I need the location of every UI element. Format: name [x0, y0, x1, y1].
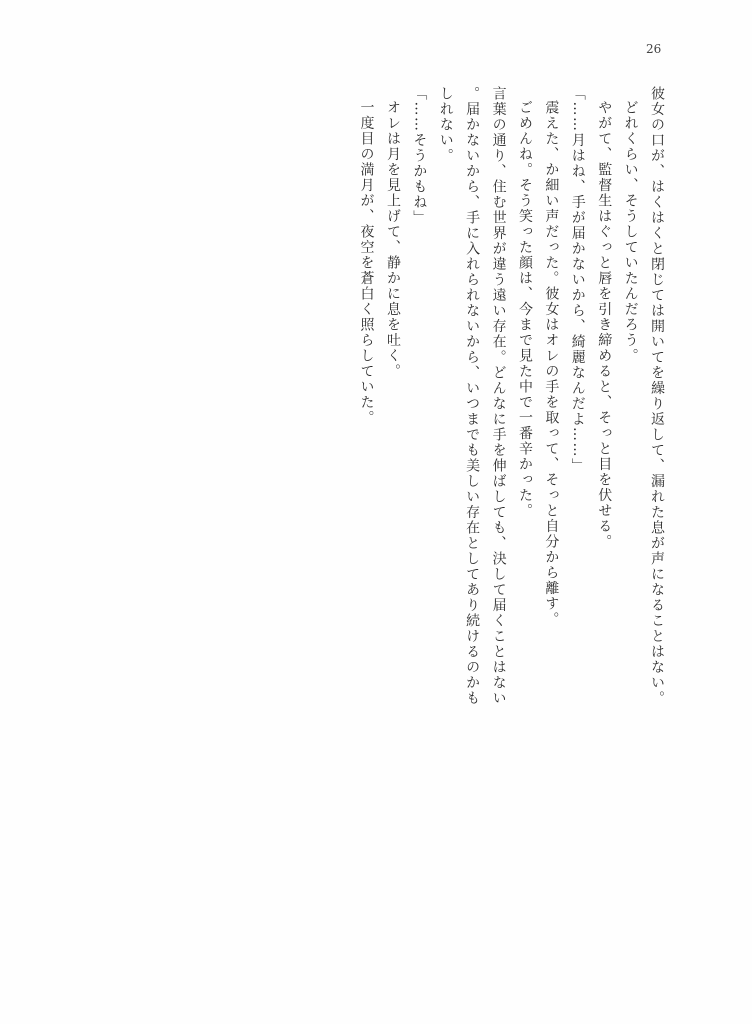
paragraph-8: 「……そうかもね」 [411, 86, 428, 226]
paragraph-6: ごめんね。そう笑った顔は、今まで見た中で一番辛かった。 [516, 100, 533, 519]
vertical-text-block [353, 86, 670, 706]
paragraph-1: 彼女の口が、はくはくと閉じては開いてを繰り返して、漏れた息が声になることはない。 [649, 86, 665, 706]
paragraph-3: やがて、監督生はぐっと唇を引き締めると、そっと目を伏せる。 [596, 100, 613, 550]
page-number: 26 [646, 42, 662, 56]
paragraph-2: どれくらい、そうしていたんだろう。 [622, 100, 639, 364]
paragraph-7: 言葉の通り、住む世界が違う遠い存在。どんなに手を伸ばしても、決して届くことはない。届かないから、手に入れられないから、いつまでも美しい存在としてあり続けるのかもしれない。 [437, 86, 507, 706]
paragraph-9: オレは月を見上げて、静かに息を吐く。 [384, 100, 401, 379]
paragraph-4: 「……月はね、手が届かないから、綺麗なんだよ……」 [569, 86, 586, 474]
paragraph-10: 一度目の満月が、夜空を蒼白く照らしていた。 [358, 100, 375, 426]
paragraph-5: 震えた、か細い声だった。彼女はオレの手を取って、そっと自分から離す。 [543, 100, 560, 627]
